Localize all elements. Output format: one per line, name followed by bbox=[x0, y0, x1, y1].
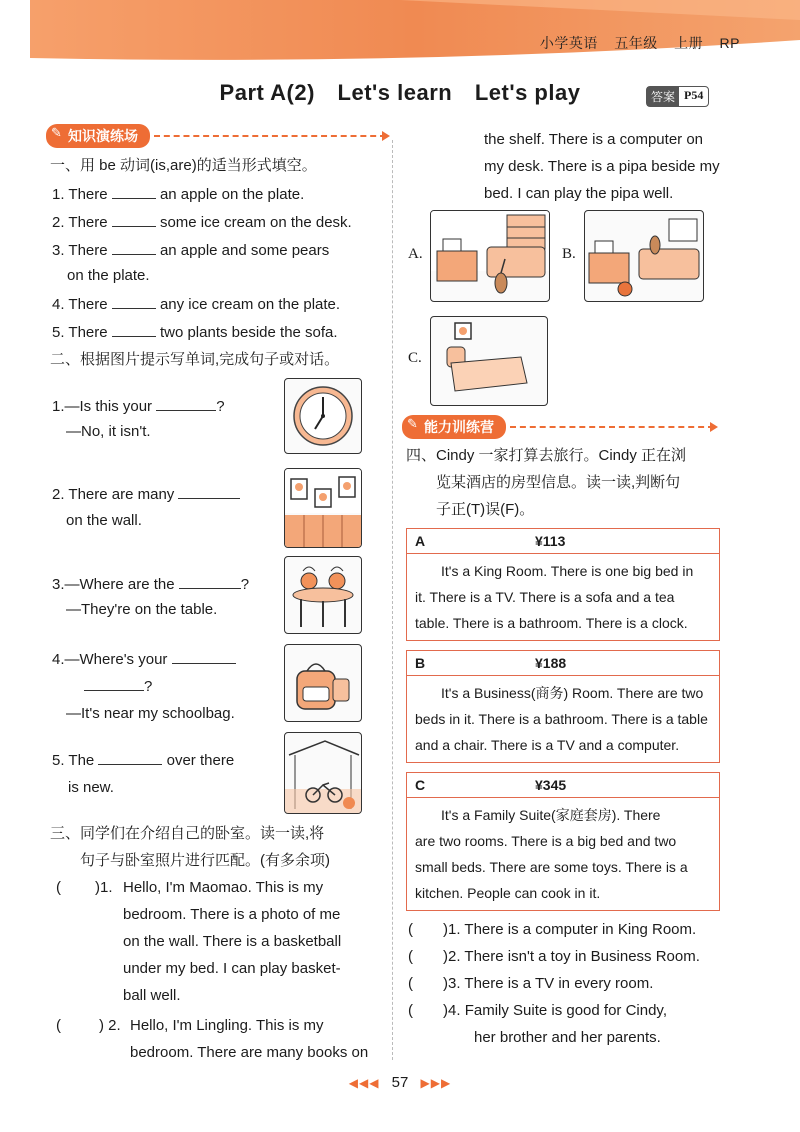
volume-label: 上册 bbox=[674, 35, 704, 51]
column-divider bbox=[392, 140, 393, 1060]
bike-picture bbox=[284, 732, 362, 814]
flowers-table-picture bbox=[284, 556, 362, 634]
option-b-label: B. bbox=[562, 246, 576, 262]
q3-item-1-text: Hello, I'm Maomao. This is my bedroom. There is a photo of me on the wall. There is a basketball under my bed. I can play basket- ball well. bbox=[123, 879, 342, 1004]
q2-item-2: 2. There are many bbox=[52, 480, 240, 508]
room-a-price: ¥113 bbox=[535, 533, 566, 549]
room-card-a: A ¥113 It's a King Room. There is one big bed in it. There is a TV. There is a sofa and a tea table. There is a bathroom. There is a clock. bbox=[406, 528, 720, 641]
q4-instruction-2: 览某酒店的房型信息。读一读,判断句 bbox=[436, 474, 681, 491]
bedroom-photo-a[interactable] bbox=[430, 210, 550, 302]
room-b-key: B bbox=[415, 655, 426, 671]
answer-label: 答案 bbox=[647, 87, 679, 106]
q1-item-3: 3. There an apple and some pears bbox=[52, 236, 329, 264]
q1-blank-5[interactable] bbox=[112, 318, 156, 337]
q1-item-5: 5. There two plants beside the sofa. bbox=[52, 318, 338, 346]
q2-item-1: 1.—Is this your ? bbox=[52, 392, 225, 420]
q1-blank-4[interactable] bbox=[112, 290, 156, 309]
q4-instruction-3: 子正(T)误(F)。 bbox=[436, 501, 535, 518]
room-b-price: ¥188 bbox=[535, 655, 567, 671]
q3-item-2-text-a: Hello, I'm Lingling. This is my bedroom. There are many books on bbox=[130, 1017, 369, 1061]
grade-label: 五年级 bbox=[614, 35, 658, 51]
q2-item-4-cont: ? bbox=[84, 672, 152, 700]
right-arrows-icon: ▶▶▶ bbox=[420, 1076, 452, 1090]
q1-blank-1[interactable] bbox=[112, 180, 156, 199]
part-label: Part A(2) bbox=[219, 80, 315, 105]
room-card-c: C ¥345 It's a Family Suite(家庭套房). There are two rooms. There is a big bed and two small beds. There are some toys. There is a kitchen. People can cook in it. bbox=[406, 772, 720, 911]
option-c-label: C. bbox=[408, 350, 422, 366]
bedroom-photo-c[interactable] bbox=[430, 316, 548, 406]
page-number: 57 bbox=[391, 1074, 409, 1091]
room-card-b: B ¥188 It's a Business(商务) Room. There are two beds in it. There is a bathroom. There is a table and a chair. There is a TV and a computer. bbox=[406, 650, 720, 763]
q2-blank-4b[interactable] bbox=[84, 672, 144, 691]
q2-blank-2[interactable] bbox=[178, 480, 240, 499]
left-arrows-icon: ◀◀◀ bbox=[348, 1076, 380, 1090]
clock-picture bbox=[284, 378, 362, 454]
q1-instruction: 一、用 be 动词(is,are)的适当形式填空。 bbox=[50, 157, 317, 174]
q4-statement-1[interactable]: ( )1. There is a computer in King Room. bbox=[408, 921, 697, 938]
q3-item-2-bracket[interactable]: ( ) 2. bbox=[56, 1017, 121, 1034]
q1-item-2: 2. There some ice cream on the desk. bbox=[52, 208, 352, 236]
q2-item-5: 5. The over there bbox=[52, 746, 234, 774]
room-c-price: ¥345 bbox=[535, 777, 567, 793]
lesson1-label: Let's learn bbox=[337, 80, 453, 105]
q2-instruction: 二、根据图片提示写单词,完成句子或对话。 bbox=[50, 351, 340, 368]
q3-instruction-2: 句子与卧室照片进行匹配。(有多余项) bbox=[80, 852, 330, 869]
subject-label: 小学英语 bbox=[539, 35, 598, 51]
q2-item-2-cont: on the wall. bbox=[66, 512, 142, 529]
photos-picture bbox=[284, 468, 362, 548]
q1-item-4: 4. There any ice cream on the plate. bbox=[52, 290, 340, 318]
q2-item-3: 3.—Where are the ? bbox=[52, 570, 249, 598]
room-c-key: C bbox=[415, 777, 426, 793]
q1-blank-3[interactable] bbox=[112, 236, 156, 255]
q2-item-4-reply: —It's near my schoolbag. bbox=[66, 705, 235, 722]
schoolbag-picture bbox=[284, 644, 362, 722]
lesson2-label: Let's play bbox=[474, 80, 581, 105]
answer-page: P54 bbox=[684, 88, 704, 102]
q2-item-4: 4.—Where's your bbox=[52, 645, 236, 673]
answer-ref bbox=[646, 86, 709, 107]
section-tag-ability bbox=[402, 416, 714, 438]
q4-statement-2[interactable]: ( )2. There isn't a toy in Business Room. bbox=[408, 948, 700, 965]
q1-item-3-cont: on the plate. bbox=[67, 267, 150, 284]
q3-item-2-text-b: the shelf. There is a computer on my desk. There is a pipa beside my bed. I can play the pipa well. bbox=[484, 131, 720, 202]
q2-blank-5[interactable] bbox=[98, 746, 162, 765]
q3-item-1-bracket[interactable]: ( )1. bbox=[56, 879, 113, 896]
edition-label: RP bbox=[719, 35, 740, 51]
q3-instruction-1: 三、同学们在介绍自己的卧室。读一读,将 bbox=[50, 825, 325, 842]
section2-tag-label: ✎ 能力训练营 bbox=[402, 415, 506, 439]
bedroom-photo-b[interactable] bbox=[584, 210, 704, 302]
room-a-key: A bbox=[415, 533, 426, 549]
q2-blank-3[interactable] bbox=[179, 570, 241, 589]
section-tag-practice bbox=[46, 125, 386, 147]
q2-item-3-reply: —They're on the table. bbox=[66, 601, 218, 618]
q2-blank-1[interactable] bbox=[156, 392, 216, 411]
q2-item-1-reply: —No, it isn't. bbox=[66, 423, 151, 440]
section-tag-label: ✎ 知识演练场 bbox=[46, 124, 150, 148]
q4-statement-4-cont: her brother and her parents. bbox=[474, 1029, 661, 1046]
q4-statement-3[interactable]: ( )3. There is a TV in every room. bbox=[408, 975, 654, 992]
option-a-label: A. bbox=[408, 246, 423, 262]
q1-blank-2[interactable] bbox=[112, 208, 156, 227]
q4-statement-4[interactable]: ( )4. Family Suite is good for Cindy, bbox=[408, 1002, 667, 1019]
q2-blank-4a[interactable] bbox=[172, 645, 236, 664]
header-tags bbox=[528, 33, 740, 53]
q2-item-5-cont: is new. bbox=[68, 779, 114, 796]
page-footer bbox=[0, 1074, 800, 1091]
q1-item-1: 1. There an apple on the plate. bbox=[52, 180, 304, 208]
q4-instruction-1: 四、Cindy 一家打算去旅行。Cindy 正在浏 bbox=[406, 447, 687, 464]
